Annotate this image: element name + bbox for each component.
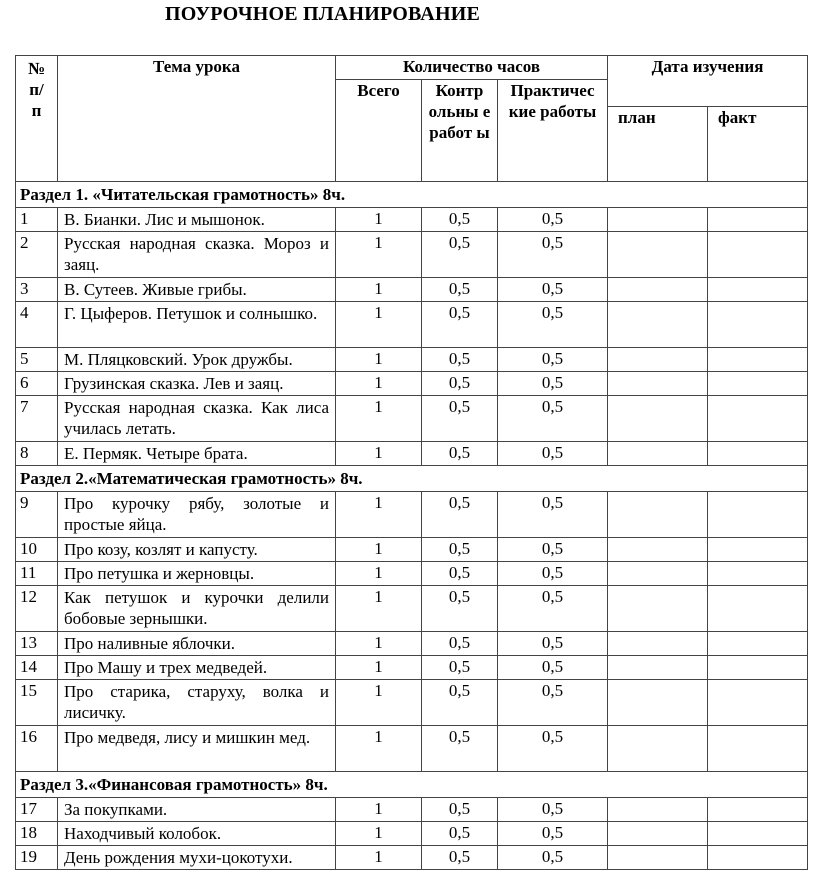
hours-total: 1 (336, 822, 422, 846)
lesson-topic: День рождения мухи-цокотухи. (58, 846, 336, 870)
header-topic: Тема урока (58, 56, 336, 182)
lesson-topic: В. Бианки. Лис и мышонок. (58, 208, 336, 232)
date-fact (708, 348, 808, 372)
lesson-topic: Е. Пермяк. Четыре брата. (58, 442, 336, 466)
hours-control: 0,5 (422, 396, 498, 442)
lesson-topic: Про курочку рябу, золотые и простые яйца. (58, 492, 336, 538)
lesson-plan-table (15, 55, 808, 870)
date-plan (608, 562, 708, 586)
hours-practical: 0,5 (498, 822, 608, 846)
table-row (16, 538, 808, 562)
date-fact (708, 208, 808, 232)
table-row (16, 798, 808, 822)
hours-total: 1 (336, 846, 422, 870)
table-row (16, 726, 808, 772)
table-row (16, 656, 808, 680)
lesson-number: 3 (16, 278, 58, 302)
header-control: Контр ольны е работ ы (422, 80, 498, 182)
hours-control: 0,5 (422, 822, 498, 846)
table-row (16, 442, 808, 466)
hours-practical: 0,5 (498, 302, 608, 348)
lesson-topic: Про козу, козлят и капусту. (58, 538, 336, 562)
header-date: Дата изучения (608, 56, 808, 107)
table-row (16, 822, 808, 846)
date-fact (708, 302, 808, 348)
hours-practical: 0,5 (498, 278, 608, 302)
lesson-number: 6 (16, 372, 58, 396)
date-plan (608, 302, 708, 348)
lesson-topic: Про Машу и трех медведей. (58, 656, 336, 680)
hours-control: 0,5 (422, 302, 498, 348)
date-fact (708, 798, 808, 822)
lesson-topic: Находчивый колобок. (58, 822, 336, 846)
hours-total: 1 (336, 208, 422, 232)
date-plan (608, 680, 708, 726)
lesson-number: 8 (16, 442, 58, 466)
lesson-number: 10 (16, 538, 58, 562)
header-plan: план (608, 107, 708, 182)
hours-total: 1 (336, 278, 422, 302)
hours-total: 1 (336, 798, 422, 822)
section-row (16, 772, 808, 798)
table-row (16, 396, 808, 442)
lesson-number: 17 (16, 798, 58, 822)
date-plan (608, 278, 708, 302)
section-title: Раздел 2.«Математическая грамотность» 8ч. (16, 466, 808, 492)
hours-practical: 0,5 (498, 680, 608, 726)
table-row (16, 846, 808, 870)
date-plan (608, 492, 708, 538)
hours-practical: 0,5 (498, 372, 608, 396)
lesson-topic: М. Пляцковский. Урок дружбы. (58, 348, 336, 372)
lesson-number: 2 (16, 232, 58, 278)
date-plan (608, 442, 708, 466)
date-plan (608, 396, 708, 442)
date-fact (708, 562, 808, 586)
lesson-topic: За покупками. (58, 798, 336, 822)
section-title: Раздел 1. «Читательская грамотность» 8ч. (16, 182, 808, 208)
date-fact (708, 680, 808, 726)
table-row (16, 632, 808, 656)
lesson-topic: Про наливные яблочки. (58, 632, 336, 656)
hours-practical: 0,5 (498, 656, 608, 680)
lesson-number: 1 (16, 208, 58, 232)
date-fact (708, 372, 808, 396)
lesson-number: 14 (16, 656, 58, 680)
lesson-number: 7 (16, 396, 58, 442)
hours-control: 0,5 (422, 680, 498, 726)
date-fact (708, 396, 808, 442)
hours-control: 0,5 (422, 656, 498, 680)
lesson-number: 18 (16, 822, 58, 846)
date-plan (608, 726, 708, 772)
section-row (16, 466, 808, 492)
lesson-number: 11 (16, 562, 58, 586)
date-fact (708, 726, 808, 772)
date-fact (708, 846, 808, 870)
header-hours: Количество часов (336, 56, 608, 80)
hours-practical: 0,5 (498, 586, 608, 632)
table-row (16, 278, 808, 302)
header-total: Всего (336, 80, 422, 182)
date-plan (608, 846, 708, 870)
header-fact: факт (708, 107, 808, 182)
date-plan (608, 372, 708, 396)
lesson-topic: Г. Цыферов. Петушок и солнышко. (58, 302, 336, 348)
date-fact (708, 492, 808, 538)
hours-practical: 0,5 (498, 846, 608, 870)
date-fact (708, 656, 808, 680)
hours-total: 1 (336, 302, 422, 348)
table-row (16, 586, 808, 632)
date-fact (708, 586, 808, 632)
hours-control: 0,5 (422, 846, 498, 870)
date-plan (608, 208, 708, 232)
lesson-number: 12 (16, 586, 58, 632)
date-fact (708, 538, 808, 562)
lesson-topic: Про старика, старуху, волка и лисичку. (58, 680, 336, 726)
lesson-topic: Русская народная сказка. Как лиса училась летать. (58, 396, 336, 442)
table-row (16, 680, 808, 726)
section-row (16, 182, 808, 208)
lesson-topic: Про медведя, лису и мишкин мед. (58, 726, 336, 772)
header-num: № п/ п (16, 56, 58, 182)
hours-total: 1 (336, 372, 422, 396)
table-body (16, 182, 808, 870)
hours-control: 0,5 (422, 726, 498, 772)
hours-practical: 0,5 (498, 208, 608, 232)
hours-practical: 0,5 (498, 632, 608, 656)
hours-total: 1 (336, 232, 422, 278)
date-fact (708, 822, 808, 846)
date-plan (608, 348, 708, 372)
hours-control: 0,5 (422, 586, 498, 632)
hours-practical: 0,5 (498, 562, 608, 586)
date-fact (708, 442, 808, 466)
section-title: Раздел 3.«Финансовая грамотность» 8ч. (16, 772, 808, 798)
table-row (16, 372, 808, 396)
date-fact (708, 278, 808, 302)
hours-practical: 0,5 (498, 492, 608, 538)
lesson-number: 16 (16, 726, 58, 772)
hours-control: 0,5 (422, 232, 498, 278)
date-plan (608, 656, 708, 680)
hours-control: 0,5 (422, 442, 498, 466)
date-plan (608, 798, 708, 822)
hours-control: 0,5 (422, 562, 498, 586)
hours-total: 1 (336, 656, 422, 680)
hours-practical: 0,5 (498, 348, 608, 372)
hours-practical: 0,5 (498, 726, 608, 772)
lesson-number: 13 (16, 632, 58, 656)
hours-practical: 0,5 (498, 442, 608, 466)
date-plan (608, 822, 708, 846)
hours-total: 1 (336, 726, 422, 772)
hours-control: 0,5 (422, 348, 498, 372)
hours-control: 0,5 (422, 798, 498, 822)
hours-control: 0,5 (422, 372, 498, 396)
hours-control: 0,5 (422, 208, 498, 232)
lesson-number: 19 (16, 846, 58, 870)
hours-total: 1 (336, 442, 422, 466)
lesson-topic: Грузинская сказка. Лев и заяц. (58, 372, 336, 396)
table-row (16, 208, 808, 232)
table-row (16, 562, 808, 586)
hours-total: 1 (336, 348, 422, 372)
date-fact (708, 632, 808, 656)
hours-total: 1 (336, 492, 422, 538)
hours-total: 1 (336, 680, 422, 726)
date-plan (608, 232, 708, 278)
hours-control: 0,5 (422, 278, 498, 302)
date-fact (708, 232, 808, 278)
lesson-topic: Русская народная сказка. Мороз и заяц. (58, 232, 336, 278)
hours-control: 0,5 (422, 632, 498, 656)
date-plan (608, 586, 708, 632)
hours-control: 0,5 (422, 538, 498, 562)
hours-practical: 0,5 (498, 396, 608, 442)
lesson-number: 9 (16, 492, 58, 538)
hours-total: 1 (336, 562, 422, 586)
page-title: ПОУРОЧНОЕ ПЛАНИРОВАНИЕ (165, 3, 481, 25)
table-row (16, 348, 808, 372)
hours-practical: 0,5 (498, 232, 608, 278)
lesson-number: 4 (16, 302, 58, 348)
hours-control: 0,5 (422, 492, 498, 538)
hours-total: 1 (336, 396, 422, 442)
date-plan (608, 538, 708, 562)
lesson-number: 5 (16, 348, 58, 372)
hours-practical: 0,5 (498, 538, 608, 562)
table-row (16, 302, 808, 348)
lesson-topic: Как петушок и курочки делили бобовые зернышки. (58, 586, 336, 632)
hours-total: 1 (336, 586, 422, 632)
hours-total: 1 (336, 538, 422, 562)
hours-practical: 0,5 (498, 798, 608, 822)
hours-total: 1 (336, 632, 422, 656)
table-row (16, 492, 808, 538)
lesson-topic: Про петушка и жерновцы. (58, 562, 336, 586)
header-practical: Практичес кие работы (498, 80, 608, 182)
date-plan (608, 632, 708, 656)
lesson-number: 15 (16, 680, 58, 726)
lesson-topic: В. Сутеев. Живые грибы. (58, 278, 336, 302)
table-row (16, 232, 808, 278)
